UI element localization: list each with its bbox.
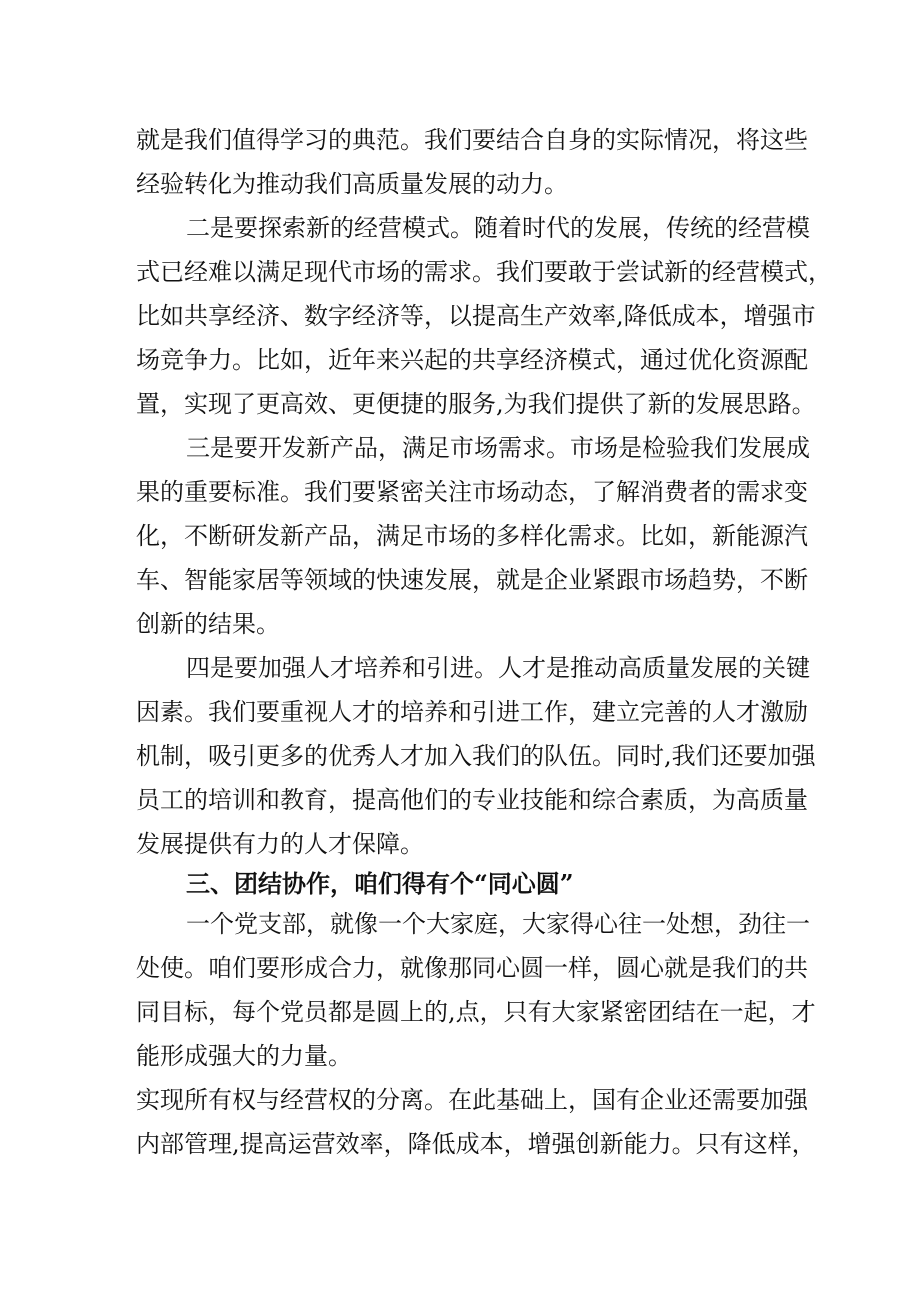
body-line: 同目标，每个党员都是圆上的,点，只有大家紧密团结在一起，才 bbox=[136, 998, 816, 1026]
body-line: 一个党支部，就像一个大家庭，大家得心往一处想，劲往一 bbox=[186, 910, 810, 938]
section-heading: 三、团结协作，咱们得有个“同心圆” bbox=[186, 869, 574, 898]
body-line: 创新的结果。 bbox=[136, 610, 280, 638]
body-line: 就是我们值得学习的典范。我们要结合自身的实际情况，将这些 bbox=[136, 126, 808, 154]
body-line: 车、智能家居等领域的快速发展，就是企业紧跟市场趋势，不断 bbox=[136, 566, 808, 594]
body-line: 机制，吸引更多的优秀人才加入我们的队伍。同时,我们还要加强 bbox=[136, 742, 816, 770]
body-line: 处使。咱们要形成合力，就像那同心圆一样，圆心就是我们的共 bbox=[136, 954, 808, 982]
body-line: 化，不断研发新产品，满足市场的多样化需求。比如，新能源汽 bbox=[136, 522, 808, 550]
body-line: 四是要加强人才培养和引进。人才是推动高质量发展的关键 bbox=[186, 654, 810, 682]
body-line: 果的重要标准。我们要紧密关注市场动态，了解消费者的需求变 bbox=[136, 478, 808, 506]
body-line: 员工的培训和教育，提高他们的专业技能和综合素质，为高质量 bbox=[136, 786, 808, 814]
body-line: 实现所有权与经营权的分离。在此基础上，国有企业还需要加强 bbox=[136, 1086, 808, 1114]
body-line: 经验转化为推动我们高质量发展的动力。 bbox=[136, 170, 568, 198]
body-line: 场竞争力。比如，近年来兴起的共享经济模式，通过优化资源配 bbox=[136, 346, 808, 374]
body-line: 因素。我们要重视人才的培养和引进工作，建立完善的人才激励 bbox=[136, 698, 808, 726]
body-line: 能形成强大的力量。 bbox=[136, 1042, 352, 1070]
body-line: 式已经难以满足现代市场的需求。我们要敢于尝试新的经营模式， bbox=[136, 258, 832, 286]
body-line: 二是要探索新的经营模式。随着时代的发展，传统的经营模 bbox=[186, 214, 810, 242]
body-line: 内部管理,提高运营效率，降低成本，增强创新能力。只有这样， bbox=[136, 1130, 816, 1158]
body-line: 三是要开发新产品，满足市场需求。市场是检验我们发展成 bbox=[186, 434, 810, 462]
body-line: 发展提供有力的人才保障。 bbox=[136, 830, 424, 858]
body-line: 置，实现了更高效、更便捷的服务,为我们提供了新的发展思路。 bbox=[136, 390, 816, 418]
body-line: 比如共享经济、数字经济等，以提高生产效率,降低成本，增强市 bbox=[136, 302, 816, 330]
